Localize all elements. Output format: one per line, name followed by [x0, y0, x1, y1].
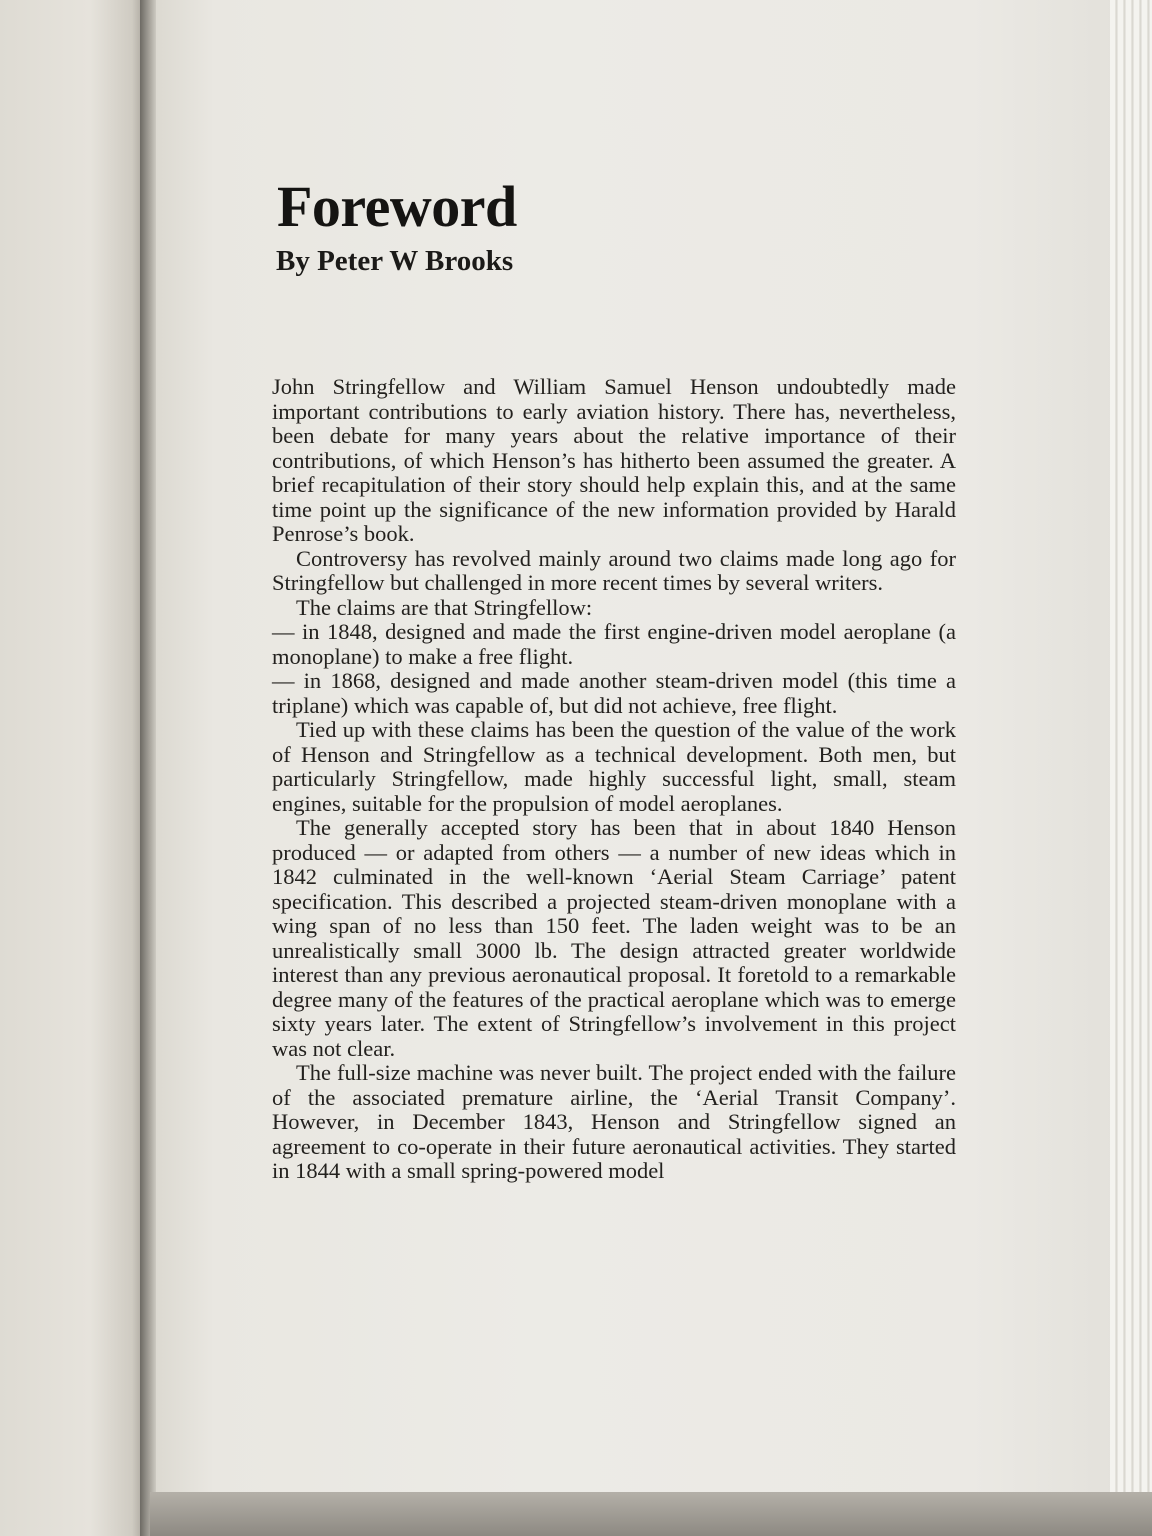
- left-page-edge: [0, 0, 150, 1536]
- page-bottom-shadow: [150, 1492, 1152, 1536]
- author-byline: By Peter W Brooks: [276, 245, 514, 277]
- claim-item: — in 1848, designed and made the first engine-driven model aeroplane (a monoplane) to make a free flight.: [272, 619, 956, 669]
- page-stack-edge: [1110, 0, 1152, 1536]
- claim-item: — in 1868, designed and made another steam-driven model (this time a triplane) which was capable of, but did not achieve, free flight.: [272, 668, 956, 718]
- paragraph: Controversy has revolved mainly around two claims made long ago for Stringfellow but challenged in more recent times by several writers.: [272, 545, 956, 595]
- paragraph: The claims are that Stringfellow:: [296, 594, 593, 620]
- chapter-title: Foreword: [277, 174, 517, 239]
- paragraph: The full-size machine was never built. The project ended with the failure of the associated premature airline, the ‘Aerial Transit Company’. However, in December 1843, Henson and Stringfellow signed an agreement to co-operate in their future aeronautical activities. They started in 1844 with a small spring-powered model: [272, 1060, 956, 1183]
- body-text: [272, 375, 956, 1375]
- paragraph: Tied up with these claims has been the question of the value of the work of Henson and Stringfellow as a technical development. Both men, but particularly Stringfellow, made highly successful light, small, steam engines, suitable for the propulsion of model aeroplanes.: [272, 717, 956, 816]
- paragraph: The generally accepted story has been that in about 1840 Henson produced — or adapted from others — a number of new ideas which in 1842 culminated in the well-known ‘Aerial Steam Carriage’ patent specification. This described a projected steam-driven monoplane with a wing span of no less than 150 feet. The laden weight was to be an unrealistically small 3000 lb. The design attracted greater worldwide interest than any previous aeronautical proposal. It foretold to a remarkable degree many of the features of the practical aeroplane which was to emerge sixty years later. The extent of Stringfellow’s involvement in this project was not clear.: [272, 815, 956, 1061]
- paragraph: John Stringfellow and William Samuel Henson undoubtedly made important contributions to early aviation history. There has, nevertheless, been debate for many years about the relative importance of their contributions, of which Henson’s has hitherto been assumed the greater. A brief recapitulation of their story should help explain this, and at the same time point up the significance of the new information provided by Harald Penrose’s book.: [272, 374, 956, 546]
